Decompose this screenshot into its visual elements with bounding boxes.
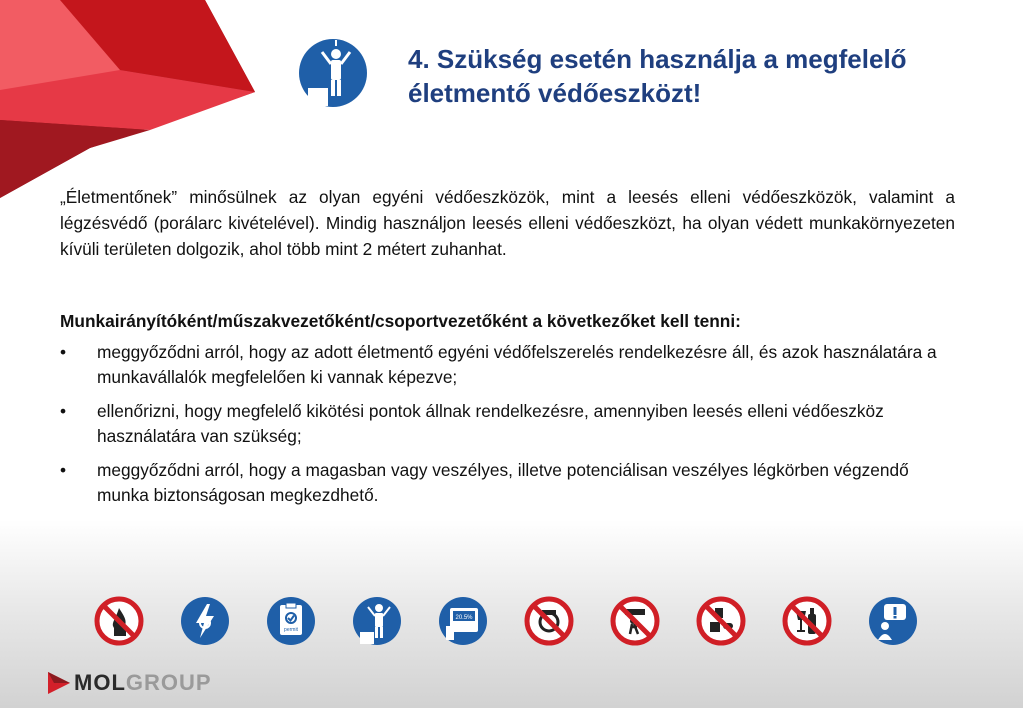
gas-test-icon	[438, 596, 488, 646]
list-item: • ellenőrizni, hogy megfelelő kikötési pontok állnak rendelkezésre, amennyiben leesés elleni védőeszköz használatára van szükség;	[60, 401, 884, 446]
no-alcohol-icon	[782, 596, 832, 646]
duties-list	[60, 340, 960, 517]
fall-protection-icon	[352, 596, 402, 646]
bullet-marker: •	[60, 342, 67, 362]
speak-up-icon	[868, 596, 918, 646]
logo-mol-text: MOL	[74, 670, 126, 695]
page-title: 4. Szükség esetén használja a megfelelő életmentő védőeszközt!	[408, 44, 907, 108]
svg-text:permit: permit	[284, 627, 298, 633]
section-subheading: Munkairányítóként/műszakvezetőként/csoportvezetőként a következőket kell tenni:	[60, 311, 741, 331]
no-drugs-icon	[696, 596, 746, 646]
list-item: • meggyőződni arról, hogy a magasban vagy veszélyes, illetve potenciálisan veszélyes légkörben végzendő munka biztonságosan megkezdhető.	[60, 460, 909, 505]
brand-corner-shape	[0, 0, 260, 215]
mol-group-logo	[48, 670, 212, 696]
work-permit-icon	[266, 596, 316, 646]
no-walking-under-load-icon	[610, 596, 660, 646]
energy-isolation-icon	[180, 596, 230, 646]
bullet-marker: •	[60, 460, 67, 480]
fall-protection-header-icon	[298, 38, 368, 108]
bullet-marker: •	[60, 401, 67, 421]
intro-paragraph: „Életmentőnek” minősülnek az olyan egyéni védőeszközök, mint a leesés elleni védőeszközök, valamint a légzésvédő (porálarc kivételével). Mindig használjon leesés elleni védőeszközt, ha olyan védett munkakörnyezeten kívüli területen dolgozik, ahol több mint 2 métert zuhanhat.	[60, 187, 955, 259]
logo-group-text: GROUP	[125, 670, 212, 695]
life-saving-rules-icons	[94, 596, 934, 648]
no-bypass-icon	[524, 596, 574, 646]
logo-triangle-icon	[48, 672, 70, 694]
no-fire-icon	[94, 596, 144, 646]
list-item: • meggyőződni arról, hogy az adott életmentő egyéni védőfelszerelés rendelkezésre áll, és azok használatára a munkavállalók megfelelően ki vannak képezve;	[60, 342, 937, 387]
svg-text:20.5%: 20.5%	[455, 615, 473, 621]
